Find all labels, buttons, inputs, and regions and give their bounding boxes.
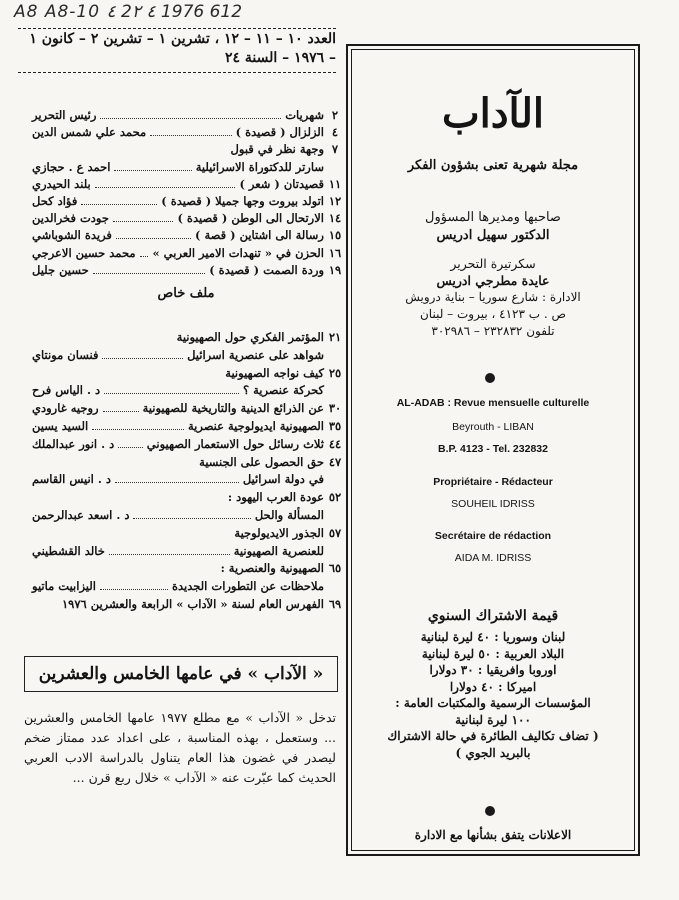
toc-row <box>26 472 346 490</box>
toc-leader <box>100 110 281 119</box>
toc-title: كيف نواجه الصهيونية <box>225 365 324 380</box>
subscription-line: البلاد العربية : ٥٠ ليرة لبنانية <box>421 646 565 661</box>
toc-page: ١١ <box>328 176 342 191</box>
toc-page: ٧ <box>331 142 339 157</box>
toc-title: وردة الصمت ( قصيدة ) <box>209 262 324 277</box>
toc-leader <box>116 230 191 239</box>
toc-page: ١٩ <box>328 262 342 277</box>
toc-page: ٢١ <box>328 330 342 344</box>
toc-row <box>26 544 346 562</box>
toc-title: شهريات <box>285 108 324 122</box>
toc-author: فنسان مونتاي <box>32 347 99 362</box>
toc-row <box>26 348 346 366</box>
toc-author: حسين جليل <box>32 262 89 277</box>
owner-label: صاحبها ومديرها المسؤول <box>425 210 561 225</box>
toc-author: احمد ع . حجازي <box>32 159 111 174</box>
toc-page: ٣٠ <box>328 401 342 416</box>
toc-leader <box>113 213 174 222</box>
toc-leader <box>95 179 236 188</box>
toc-page: ١٦ <box>328 245 342 260</box>
toc-title: الفهرس العام لسنة « الآداب » الرابعة والعشرين ١٩٧٦ <box>61 597 324 611</box>
toc-row <box>26 246 346 264</box>
announcement-body: تدخل « الآداب » مع مطلع ١٩٧٧ عامها الخامس والعشرين ... وستعمل ، بهذه المناسبة ، على اعداد عدد ممتاز ضخم ليصدر في غضون هذا العام يتناول بالدراسة الادب العربي الحديث كما عبّرت عنه « الآداب » خلال ربع قرن ... <box>24 710 336 785</box>
toc-page: ٦٥ <box>328 561 342 576</box>
fr-title: AL-ADAB : Revue mensuelle culturelle <box>396 397 590 409</box>
toc-row <box>26 177 346 195</box>
toc-row <box>26 490 346 508</box>
toc-author: اليزابيت ماتيو <box>32 579 96 594</box>
toc-page: ٢ <box>331 108 339 122</box>
toc-page: ٥٢ <box>328 490 342 505</box>
subscription-line: المؤسسات الرسمية والمكتبات العامة : <box>395 696 591 710</box>
toc-row <box>26 125 346 143</box>
toc-author: د . الياس فرح <box>32 383 101 398</box>
toc-row <box>26 211 346 229</box>
toc-row <box>26 561 346 579</box>
toc-row <box>26 597 346 615</box>
toc-row <box>26 142 346 160</box>
toc-title: كحركة عنصرية ؟ <box>242 383 324 398</box>
separator-dot <box>485 373 495 383</box>
separator-dot-bottom <box>485 806 495 816</box>
handwritten-note: A8 A8-10 ٤ 2٤ ٢ 1976 612 <box>14 2 243 22</box>
toc-row <box>26 579 346 597</box>
toc-row <box>26 526 346 544</box>
toc-leader <box>133 510 250 519</box>
toc-leader <box>150 127 231 136</box>
toc-leader <box>115 474 239 483</box>
address-line-3: تلفون ٢٣٢٨٣٢ – ٣٠٢٩٨٦ <box>431 324 555 338</box>
toc-leader <box>109 546 230 555</box>
toc-leader <box>102 350 183 359</box>
toc-row <box>26 455 346 473</box>
toc-author: فؤاد كحل <box>32 194 78 208</box>
toc-row <box>26 108 346 126</box>
toc-leader <box>118 439 143 448</box>
toc-title: الجذور الايديولوجية <box>234 525 324 540</box>
toc-author: روجيه غارودي <box>32 401 99 416</box>
toc-leader <box>103 403 139 412</box>
masthead-box <box>346 44 640 856</box>
toc-author: فريدة الشوباشي <box>32 228 112 243</box>
toc-title: الحزن في « تنهدات الامير العربي » <box>152 245 324 260</box>
toc-row <box>26 419 346 437</box>
subscription-line: اوروبا وافريقيا : ٣٠ دولارا <box>429 663 557 677</box>
subscription-line: لبنان وسوريا : ٤٠ ليرة لبنانية <box>420 630 566 644</box>
subscription-line: ١٠٠ ليرة لبنانية <box>455 712 531 727</box>
toc-page: ٤ <box>331 125 339 140</box>
toc-row <box>26 401 346 419</box>
toc-leader <box>92 421 184 430</box>
toc-author: خالد القشطيني <box>32 543 105 558</box>
toc-title: ثلاث رسائل حول الاستعمار الصهيوني <box>146 436 324 451</box>
tagline: مجلة شهرية تعنى بشؤون الفكر <box>407 158 579 173</box>
toc-title: في دولة اسرائيل <box>242 472 324 487</box>
section-title: ملف خاص <box>157 286 215 301</box>
address-line-1: الادارة : شارع سوريا – بناية درويش <box>405 290 581 304</box>
secretary-label: سكرتيرة التحرير <box>450 256 536 271</box>
toc-row <box>26 228 346 246</box>
toc-title: اتولد بيروت وجها جميلا ( قصيدة ) <box>161 194 324 208</box>
toc-title: الارتحال الى الوطن ( قصيدة ) <box>177 211 324 226</box>
toc-page: ٦٩ <box>328 597 342 611</box>
toc-page: ٥٧ <box>328 525 342 540</box>
toc-leader <box>100 581 168 590</box>
toc-title: حق الحصول على الجنسية <box>199 454 324 469</box>
toc-row <box>26 263 346 281</box>
toc-page: ٤٤ <box>328 436 342 451</box>
toc-row <box>26 330 346 348</box>
toc-title: ملاحظات عن التطورات الجديدة <box>171 579 324 594</box>
fr-owner-label: Propriétaire - Rédacteur <box>433 476 553 488</box>
address-line-2: ص . ب ٤١٢٣ ، بيروت – لبنان <box>419 307 566 321</box>
toc-author: محمد حسين الاعرجي <box>32 245 136 260</box>
toc-title: عودة العرب اليهود : <box>227 490 324 505</box>
toc-author: محمد علي شمس الدين <box>32 125 147 140</box>
fr-secretary-name: AIDA M. IDRISS <box>454 552 532 564</box>
toc-row <box>26 160 346 178</box>
toc-page: ٤٧ <box>328 454 342 469</box>
toc-title: شواهد على عنصرية اسرائيل <box>187 347 324 362</box>
toc-author: د . اسعد عبدالرحمن <box>32 508 130 522</box>
toc-page: ١٥ <box>328 228 342 243</box>
toc-leader <box>93 265 206 274</box>
toc-title: رسالة الى اشتاين ( قصة ) <box>195 228 324 243</box>
toc-title: قصيدتان ( شعر ) <box>239 176 324 191</box>
toc-title: المؤتمر الفكري حول الصهيونية <box>176 330 324 344</box>
subscription-line: اميركا : ٤٠ دولارا <box>449 679 537 694</box>
toc-row <box>26 508 346 526</box>
issue-line-1: العدد ١٠ – ١١ – ١٢ ، تشرين ١ – تشرين ٢ – كانون ١ <box>29 31 336 47</box>
subscription-line: ( تضاف تكاليف الطائرة في حالة الاشتراك <box>387 729 599 743</box>
toc-title: الصهيونية ايديولوجية عنصرية <box>187 419 324 433</box>
toc-leader <box>104 385 239 394</box>
toc-leader <box>114 162 191 171</box>
toc-row <box>26 437 346 455</box>
toc-page: ١٢ <box>328 194 342 208</box>
fr-owner-name: SOUHEIL IDRISS <box>451 498 535 510</box>
toc-author: رئيس التحرير <box>32 108 97 122</box>
secretary-name: عايدة مطرجي ادريس <box>436 273 550 288</box>
toc-title: وجهة نظر في قبول <box>230 142 324 157</box>
header-top-rule <box>18 28 336 29</box>
toc-title: المسألة والحل <box>254 508 324 522</box>
fr-city: Beyrouth - LIBAN <box>452 421 534 433</box>
announcement-title: « الآداب » في عامها الخامس والعشرين <box>24 656 338 692</box>
logo: الآداب <box>441 90 545 137</box>
ads-note: الاعلانات يتفق بشأنها مع الادارة <box>414 828 572 842</box>
issue-header <box>18 30 336 68</box>
fr-secretary-label: Secrétaire de rédaction <box>434 530 552 542</box>
toc-page: ١٤ <box>328 211 342 226</box>
toc-author: بلند الحيدري <box>32 176 91 191</box>
toc-title: الصهيونية والعنصرية : <box>220 561 324 576</box>
toc-title: عن الذرائع الدينية والتاريخية للصهيونية <box>142 401 324 416</box>
toc-title: للعنصرية الصهيونية <box>233 543 324 558</box>
issue-line-2: – ١٩٧٦ – السنة ٢٤ <box>225 50 336 66</box>
subscription-title: قيمة الاشتراك السنوي <box>427 608 559 624</box>
toc-leader <box>140 248 149 257</box>
toc-title: الزلزال ( قصيدة ) <box>235 125 324 140</box>
toc-author: السيد يسين <box>32 419 89 433</box>
fr-bp: B.P. 4123 - Tel. 232832 <box>438 443 548 455</box>
toc-leader <box>81 196 157 205</box>
toc-row <box>26 383 346 401</box>
toc-author: د . انور عبدالملك <box>32 436 115 451</box>
toc-page: ٢٥ <box>328 365 342 380</box>
subscription-line: بالبريد الجوي ) <box>455 745 531 760</box>
toc-row <box>26 366 346 384</box>
toc-author: د . انيس القاسم <box>32 472 111 487</box>
owner-name: الدكتور سهيل ادريس <box>436 228 550 243</box>
toc-author: جودت فخرالدين <box>32 211 109 226</box>
toc-title: سارتر للدكتوراة الاسرائيلية <box>195 159 324 174</box>
toc-page: ٣٥ <box>328 419 342 433</box>
toc-row <box>26 194 346 212</box>
header-bottom-rule <box>18 72 336 73</box>
